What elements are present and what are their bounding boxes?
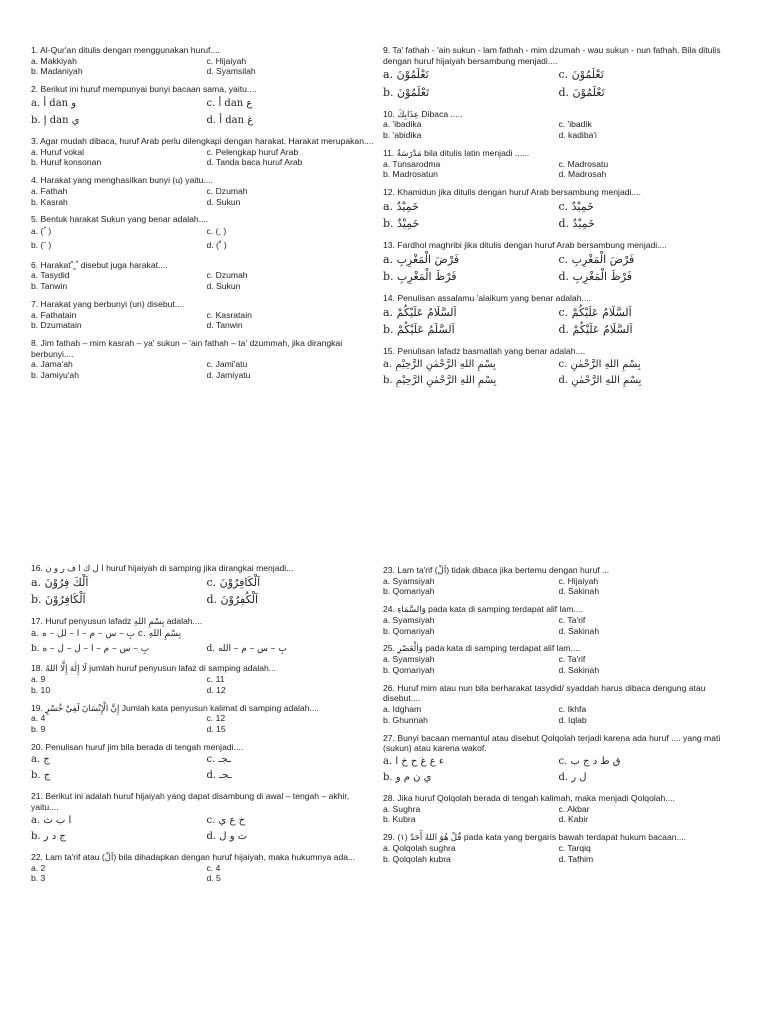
question-stem: 16. ا ل ك ا ف ر و ن huruf hijaiyah di samping jika dirangkai menjadi... (31, 563, 294, 573)
option-c: c. بِسْمِ اللهِ الرَّحْمٰنِ (558, 358, 641, 370)
option-a: a. Tasydid (31, 270, 70, 281)
option-b: b. إ dan ي (31, 114, 80, 126)
option-d: d. ت و ل (206, 830, 248, 842)
question-stem: 13. Fardhol maghribi jika ditulis dengan huruf Arab bersambung menjadi.... (383, 239, 667, 250)
question-stem: 15. Penulisan lafadz basmallah yang benar adalah.... (383, 345, 586, 356)
option-d: d. Kabir (558, 814, 589, 825)
option-c: c. Akbar (558, 803, 590, 814)
option-c: c. ( ِ ) (206, 226, 227, 237)
option-d: d. Tanda baca huruf Arab (206, 157, 303, 168)
question-stem: 17. Huruf penyusun lafadz بِسْمِ اللهِ adalah.... (31, 615, 203, 626)
question-5 (31, 214, 376, 252)
option-c: c. اَلسَّلَامُ عَلَيْكُمْ (558, 305, 632, 319)
option-b: b. Tanwin (31, 281, 68, 292)
question-stem: 10. عِذَابِكَ Dibaca ..... (383, 108, 463, 119)
question-stem: 24. وَالسَّمَاءِ pada kata di samping terdapat alif lam.... (383, 604, 583, 615)
option-d: d. Tanwin (206, 320, 243, 331)
question-stem: 27. Bunyi bacaan memantul atau disebut Qolqolah terjadi karena ada huruf .... yang mati (sukun) atau karena wakof. (383, 732, 721, 754)
option-b: b. Ghunnah (383, 714, 428, 725)
option-d: d. 15 (206, 724, 226, 735)
option-d: d. Sukun (206, 281, 241, 292)
option-a: a. Syamsiyah (383, 575, 435, 586)
question-3 (31, 136, 376, 168)
option-b: b. Jamiyu'ah (31, 370, 79, 381)
question-7 (31, 299, 376, 331)
option-c: c. Ta'rif (558, 614, 586, 625)
option-b: b. Qomariyah (383, 586, 435, 597)
option-b: b. بِ – س – م – ا – ل – ل – ه (31, 643, 150, 654)
question-13 (383, 240, 728, 286)
option-b: b. فَرْظَ الْمَغْرِبِ (383, 270, 457, 284)
section2-left-column (31, 563, 376, 891)
option-c: c. 12 (206, 713, 226, 724)
option-d: d. بِسْمِ اللهِ الرَّحْمٰنِ (558, 374, 642, 386)
option-a: a. تَعْلَمُوْنَ (383, 68, 429, 82)
question-stem: 28. Jika huruf Qolqolah berada di tengah kalimah, maka menjadi Qolqolah.... (383, 793, 675, 804)
option-c: c. فَرْضَ الْمَغْرِبِ (558, 252, 635, 266)
option-c: c. Ikhfa (558, 704, 587, 715)
section1-right-column (383, 45, 728, 396)
question-24 (383, 604, 728, 636)
question-stem: 6. Harakat ً ٍ ٌ disebut juga harakat.... (31, 259, 168, 270)
question-19 (31, 703, 376, 735)
option-b: b. Dzumatain (31, 320, 82, 331)
question-stem: 3. Agar mudah dibaca, huruf Arab perlu dilengkapi dengan harakat. Harakat merupakan.... (31, 135, 374, 146)
question-stem: 2. Berikut ini huruf mempunyai bunyi bacaan sama, yaitu.... (31, 84, 257, 95)
option-a: a. Syamsiyah (383, 614, 435, 625)
question-11 (383, 148, 728, 180)
option-a: a. Huruf vokal (31, 146, 85, 157)
option-b: b. Qolqolah kubra (383, 853, 451, 864)
option-d: d. Sakinah (558, 586, 600, 597)
option-b: b. تَعْلَمُوْنَ (383, 86, 430, 100)
option-d: d. Madrosah (558, 169, 607, 180)
option-c: c. اَلْكَافِرُوْنَ (206, 575, 261, 589)
question-1 (31, 45, 376, 77)
question-stem: 29. قُلْ هُوَ اللهُ أَحَدٌ (١) pada kata yang bergaris bawah terdapat hukum bacaan.... (383, 832, 687, 843)
option-a: a. أ dan و (31, 97, 77, 109)
option-b: b. 9 (31, 724, 46, 735)
question-stem: 1. Al-Qur'an ditulis dengan menggunakan huruf.... (31, 45, 220, 55)
option-c: c. Dzumah (206, 270, 248, 281)
option-a: a. فَرْضَ الْمَغْرِبِ (383, 252, 460, 266)
option-d: d. بِ – س – م – الله (206, 643, 287, 654)
option-b: b. 'abidika (383, 130, 422, 141)
option-a: a. Makkiyah (31, 55, 77, 66)
option-b: b. 3 (31, 873, 46, 884)
option-c: c. Dzumah (206, 185, 248, 196)
option-d: d. تَعْلَمُوْنَ (558, 86, 605, 100)
option-d: d. 12 (206, 684, 226, 695)
option-b: b. ي ن م و (383, 772, 432, 784)
option-a: a. ج (31, 754, 50, 766)
option-a: a. بِسْمِ اللهِ الرَّحْمٰنِ الرَّحِيْمِ (383, 358, 496, 370)
question-stem: 22. Lam ta'rif atau (اَلْ) bila dihadapkan dengan huruf hijaiyah, maka hukumnya ada... (31, 851, 356, 862)
option-b: b. Huruf konsonan (31, 157, 102, 168)
option-a: a. Fathatain (31, 309, 77, 320)
option-b: b. اَلسَّلَمُ عَلَيْكُمْ (383, 323, 455, 337)
option-c: c. أ dan ع (206, 97, 253, 109)
option-b: b. Madaniyah (31, 66, 83, 77)
option-c: c. Madrosatu (558, 158, 609, 169)
option-d: d. ( ْ ) (206, 239, 227, 250)
option-a: a. ء ع غ ح خ ا (383, 756, 444, 768)
option-c: c. Hijaiyah (206, 55, 247, 66)
question-10 (383, 109, 728, 141)
question-14 (383, 293, 728, 339)
option-c: c. Kasratain (206, 309, 252, 320)
option-b: b. Kubra (383, 814, 416, 825)
option-c: c. Jami'atu (206, 359, 248, 370)
question-12 (383, 187, 728, 233)
option-c: c. 11 (206, 674, 225, 685)
question-stem: 23. Lam ta'rif (اَلْ) tidak dibaca jika bertemu dengan huruf ... (383, 565, 610, 575)
option-d: d. Syamsilah (206, 66, 256, 77)
question-15 (383, 346, 728, 389)
question-stem: 21. Berikut ini adalah huruf hijaiyah yang dapat disambung di awal – tengah – akhir, yaitu.... (31, 791, 350, 813)
option-b: b. ج (31, 770, 51, 782)
question-25 (383, 643, 728, 675)
option-c: c. خَمِيْدٌ (558, 199, 594, 213)
section2-right-column (383, 565, 728, 871)
question-stem: 19. إِنَّ الْإِنْسَانَ لَفِيْ خُسْرٍ Jumlah kata penyusun kalimat di samping adalah.... (31, 702, 320, 713)
option-d: d. ـجـ (206, 770, 232, 782)
option-a: a. 2 (31, 862, 46, 873)
option-b: b. اَلْكَافِرُوْنَ (31, 593, 86, 607)
option-a: a. خَمِيْدٌ (383, 199, 419, 213)
question-22 (31, 852, 376, 884)
option-a: a. اَلْكَ فِرُوْنَ (31, 575, 89, 589)
option-b: b. ( َ ) (31, 239, 52, 250)
option-c: c. Tarqiq (558, 842, 591, 853)
option-d: d. خَمِيْدٌ (558, 217, 595, 231)
question-stem: 18. لَا إِلٰهَ إِلَّا اللهُ jumlah huruf penyusun lafaz di samping adalah... (31, 663, 276, 674)
option-b: b. Qomariyah (383, 664, 435, 675)
option-b: b. 10 (31, 684, 51, 695)
option-a: a. Qolqolah sughra (383, 842, 456, 853)
question-6 (31, 260, 376, 292)
option-a: a. Sughra (383, 803, 421, 814)
question-stem: 20. Penulisan huruf jim bila berada di tengah menjadi.... (31, 741, 244, 752)
option-c: c. Pelengkap huruf Arab (206, 146, 299, 157)
option-d: d. Sukun (206, 196, 241, 207)
question-26 (383, 683, 728, 726)
section1-left-column (31, 45, 376, 388)
option-a: a. Syamsiyah (383, 654, 435, 665)
option-d: d. اَلْكُفِرُوْنَ (206, 593, 259, 607)
option-a: a. ( ُ ) (31, 226, 52, 237)
option-a: a. اَلسَّلَامُ عَلَيْكُمْ (383, 305, 457, 319)
option-b: b. ج د ر (31, 830, 66, 842)
question-stem: 26. Huruf mim atau nun bila berharakat tasydid/ syaddah harus dibaca dengung atau disebut.... (383, 682, 706, 704)
option-c: c. 4 (206, 862, 221, 873)
option-d: d. Sakinah (558, 664, 600, 675)
question-21 (31, 791, 376, 844)
option-b: b. خَمِيْدٌ (383, 217, 420, 231)
option-d: d. فَرْظَ الْمَغْرِبِ (558, 270, 633, 284)
question-stem: 25. وَالْعَصْرِ pada kata di samping terdapat alif lam.... (383, 643, 581, 654)
question-stem: 14. Penulisan assalamu 'alaikum yang benar adalah.... (383, 292, 592, 303)
option-d: d. أ dan غ (206, 114, 254, 126)
option-a: a. Tunsarodma (383, 158, 441, 169)
question-27 (383, 733, 728, 786)
option-d: d. Iqlab (558, 714, 587, 725)
option-a: a. Jama'ah (31, 359, 73, 370)
option-a: a. Idgham (383, 704, 422, 715)
option-d: d. 5 (206, 873, 221, 884)
question-9 (383, 45, 728, 102)
option-c: c. Ta'rif (558, 654, 586, 665)
question-23 (383, 565, 728, 597)
option-c: c. 'ibadik (558, 119, 592, 130)
option-d: d. Tafhim (558, 853, 594, 864)
option-d: d. kadiba'i (558, 130, 597, 141)
option-a-and-c: a. بِ – س – م – ا – لل – ه c. بِسْمِ اللهِ (31, 628, 182, 639)
question-stem: 5. Bentuk harakat Sukun yang benar adalah.... (31, 214, 209, 225)
option-d: d. اَلسَّلَامُ عَلَيْكُمْ (558, 323, 633, 337)
option-a: a. 4 (31, 713, 46, 724)
option-b: b. بِسْمِ اللهِ الرَّحْمٰنِ الرَّحِيْمِ (383, 374, 497, 386)
question-2 (31, 84, 376, 129)
question-17 (31, 616, 376, 656)
question-29 (383, 832, 728, 864)
option-a: a. 'ibadika (383, 119, 422, 130)
question-stem: 12. Khamidun jika ditulis dengan huruf Arab bersambung menjadi.... (383, 187, 641, 198)
question-stem: 7. Harakat yang berbunyi (un) disebut.... (31, 298, 185, 309)
option-c: c. ق ط د ج ب (558, 756, 621, 768)
question-8 (31, 338, 376, 381)
option-a: a. ا ب ث (31, 814, 72, 826)
option-d: d. ل ر (558, 772, 587, 784)
option-a: a. Fathah (31, 185, 68, 196)
option-b: b. Madrosatun (383, 169, 438, 180)
question-stem: 9. Ta' fathah - 'ain sukun - lam fathah - mim dzumah - wau sukun - nun fathah. Bila ditulis dengan huruf hijaiyah bersambung menjadi.... (383, 45, 721, 66)
option-c: c. ـجـ (206, 754, 231, 766)
option-c: c. تَعْلَمُوْنَ (558, 68, 604, 82)
question-stem: 11. مَدْرَسَةٌ bila ditulis latin menjadi ...... (383, 147, 530, 158)
option-b: b. Qomariyah (383, 625, 435, 636)
option-b: b. Kasrah (31, 196, 68, 207)
option-a: a. 9 (31, 674, 46, 685)
question-4 (31, 175, 376, 207)
option-c: c. خ ع ي (206, 814, 246, 826)
question-stem: 8. Jim fathah – mim kasrah – ya' sukun – 'ain fathah – ta' dzummah, jika dirangkai berbunyi.... (31, 337, 343, 359)
question-28 (383, 793, 728, 825)
question-18 (31, 663, 376, 695)
option-d: d. Sakinah (558, 625, 600, 636)
option-c: c. Hijaiyah (558, 575, 599, 586)
question-20 (31, 742, 376, 785)
question-stem: 4. Harakat yang menghasilkan bunyi (u) yaitu.... (31, 175, 213, 186)
option-d: d. Jamiyatu (206, 370, 251, 381)
question-16 (31, 563, 376, 609)
